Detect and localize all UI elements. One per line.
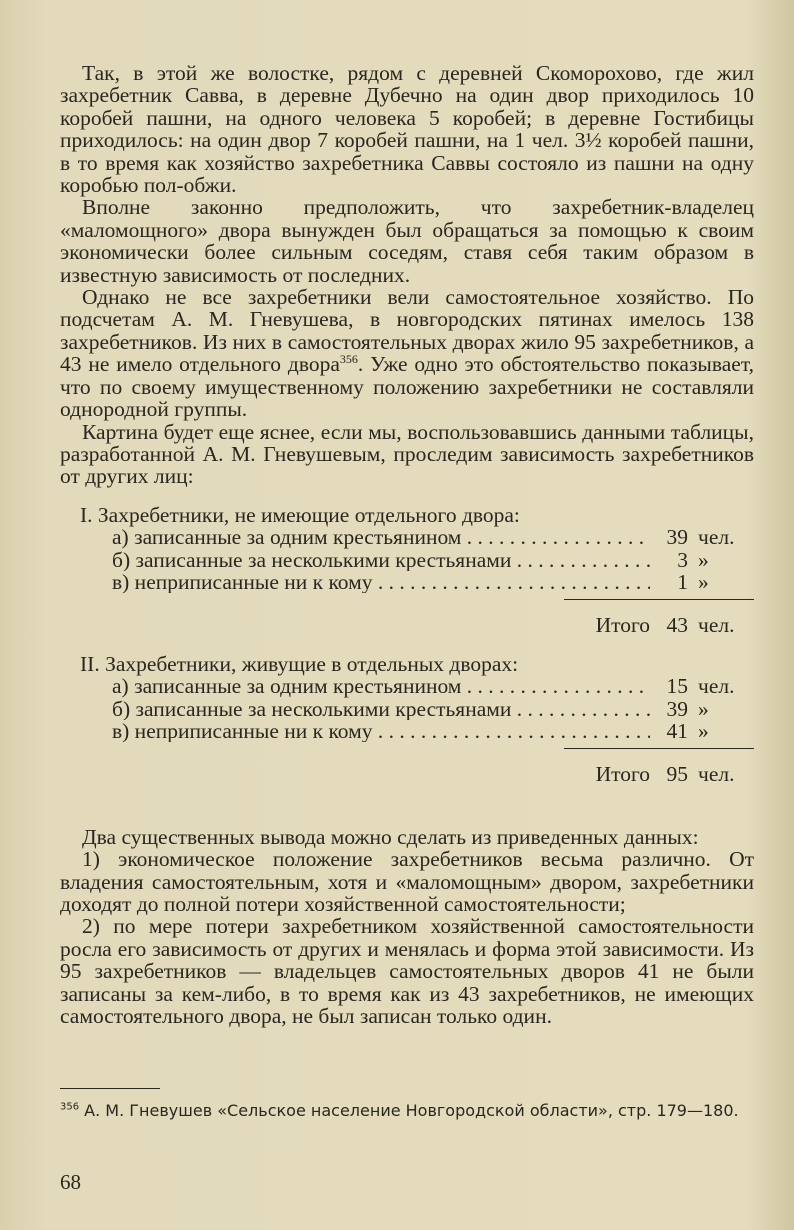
total-rule (564, 599, 754, 600)
conclusions-intro: Два существенных вывода можно сделать из приведенных данных: (82, 824, 699, 849)
total-unit: чел. (698, 613, 735, 638)
conclusion-1: 1) экономическое положение захребетников весьма различно. От владения самостоятельным, хотя и «маломощным» двором, захребетники доходят до полной потери хозяйственной самостоятельности; (60, 847, 754, 916)
paragraph-2: Вполне законно предположить, что захребетник-владелец «маломощного» двора вынужден был обращаться за помощью к своим экономически более сильным соседям, ставя себя таким образом в известную зависимость от последних. (60, 195, 754, 287)
conclusion-2: 2) по мере потери захребетником хозяйственной самостоятельности росла его зависимость от других и менялась и форма этой зависимости. Из 95 захребетников — владельцев самостоятельных дворов 41 не были записаны за кем-либо, в то время как из 43 захребетников, не имеющих самостоятельного двора, не был записан только один. (60, 914, 754, 1029)
paragraph-4: Картина будет еще яснее, если мы, воспользовавшись данными таблицы, разработанной А. М. Гневушевым, проследим зависимость захребетников от других лиц: (60, 419, 754, 489)
row-value: 1 (677, 569, 688, 594)
paragraph-3-end: . Уже одно это обстоятельство показывает, что по своему имущественному положению захребетники не составляли однородной группы. (60, 352, 754, 422)
row-label: а) записанные за одним крестьянином . . . (112, 675, 650, 697)
total-rule (564, 748, 754, 749)
main-text (60, 62, 754, 1027)
footnote-text: А. М. Гневушев «Сельское население Новгородской области», стр. 179—180. (79, 1101, 739, 1120)
row-unit: » (698, 718, 709, 743)
row-label: в) неприписанные ни к кому . . . (112, 571, 650, 593)
table-row (60, 571, 754, 593)
row-value: 15 (666, 674, 688, 699)
footnote (60, 1101, 754, 1120)
row-unit: » (698, 569, 709, 594)
total-value: 95 (666, 762, 688, 787)
total-value: 43 (666, 613, 688, 638)
row-label: б) записанные за несколькими крестьянами . . . (112, 698, 650, 720)
total-label: Итого (595, 613, 650, 638)
footnote-rule (60, 1088, 160, 1089)
group-2-title: II. Захребетники, живущие в отдельных дворах: (80, 651, 519, 676)
row-unit: » (698, 696, 709, 721)
row-value: 3 (677, 547, 688, 572)
total-label: Итого (595, 762, 650, 787)
group-1-title: I. Захребетники, не имеющие отдельного двора: (80, 502, 520, 527)
row-value: 39 (666, 696, 688, 721)
page-number: 68 (60, 1170, 81, 1194)
group-1-total (60, 614, 754, 636)
row-unit: » (698, 547, 709, 572)
paragraph-3-start: Однако не все захребетники вели самостоятельное хозяйство. По подсчетам А. М. Гневушева, в новгородских пятинах имелось 138 захребетников. Из них в самостоятельных дворах жило 95 захребетников, а 43 не имело отдельного двора (60, 285, 754, 377)
row-label: в) неприписанные ни к кому . . . (112, 720, 650, 742)
row-unit: чел. (698, 674, 735, 699)
total-unit: чел. (698, 762, 735, 787)
paragraph-1: Так, в этой же волостке, рядом с деревней Скоморохово, где жил захребетник Савва, в деревне Дубечно на один двор приходилось 10 коробей пашни, на одного человека 5 коробей; в деревне Гостибицы приходилось: на один двор 7 коробей пашни, на 1 чел. 3½ коробей пашни, в то время как хозяйство захребетника Саввы состояло из пашни на одну коробью пол-обжи. (60, 61, 754, 198)
table-row (60, 720, 754, 742)
paragraph-3 (60, 286, 754, 420)
footnote-reference: 356 (339, 352, 358, 367)
row-unit: чел. (698, 525, 735, 550)
table-row (60, 698, 754, 720)
footnote-number: 356 (60, 1101, 80, 1113)
conclusions (60, 826, 754, 1028)
table-row (60, 675, 754, 697)
row-value: 41 (666, 718, 688, 743)
table-row (60, 549, 754, 571)
group-2-total (60, 763, 754, 785)
row-label: а) записанные за одним крестьянином . . . (112, 526, 650, 548)
row-label: б) записанные за несколькими крестьянами . . . (112, 549, 650, 571)
table-row (60, 526, 754, 548)
statistics-table (60, 504, 754, 786)
row-value: 39 (666, 525, 688, 550)
